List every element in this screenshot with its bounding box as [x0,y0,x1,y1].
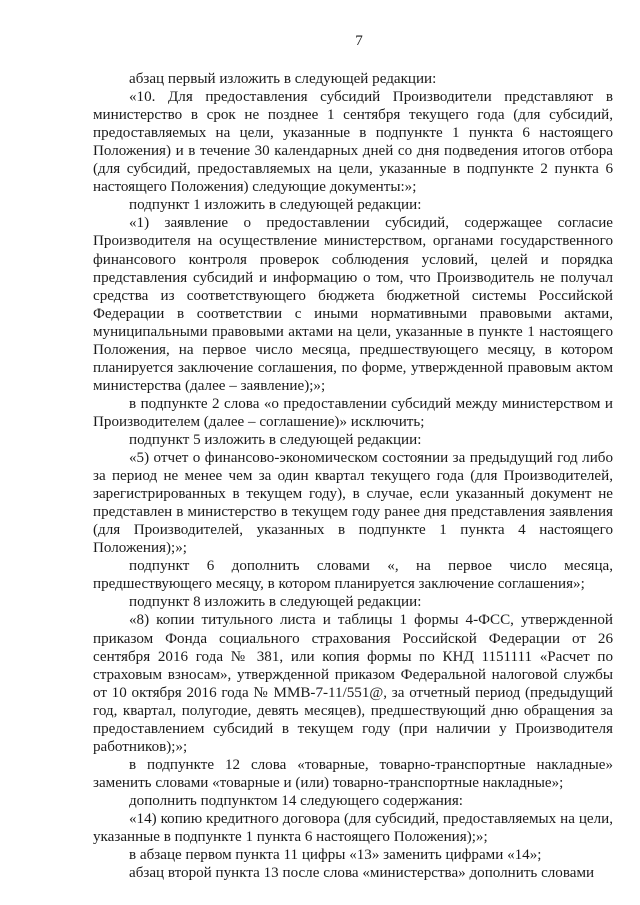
paragraph-13: «14) копию кредитного договора (для субсидий, предоставляемых на цели, указанные в подпункте 1 пункта 6 настоящего Положения);»; [93,810,613,846]
paragraph-12: дополнить подпунктом 14 следующего содержания: [129,792,463,809]
paragraph-4: «1) заявление о предоставлении субсидий, содержащее согласие Производителя на осуществление министерством, органами государственного финансового контроля проверок соблюдения условий, целей и порядка представления субсидий и информацию о том, что Производитель не получал средства из соответствующего бюджета бюджетной системы Российской Федерации в соответствии с иными нормативными правовыми актами, муниципальными правовыми актами на цели, указанные в пункте 1 настоящего Положения, на первое число месяца, предшествующего месяцу, в котором планируется заключение соглашения, по форме, утвержденной правовым актом министерства (далее – заявление);»; [93,215,613,394]
paragraph-9: подпункт 8 изложить в следующей редакции: [129,594,422,611]
paragraph-10: «8) копии титульного листа и таблицы 1 формы 4-ФСС, утвержденной приказом Фонда социального страхования Российской Федерации от 26 сентября 2016 года № 381, или копия формы по КНД 1151111 «Расчет по страховым взносам», утвержденной приказом Федеральной налоговой службы от 10 октября 2016 года № ММВ-7-11/551@, за отчетный период (предыдущий год, квартал, полугодие, девять месяцев), предшествующий дню обращения за предоставлением субсидий в текущем году (при наличии у Производителя работников);»; [93,612,613,755]
paragraph-5: в подпункте 2 слова «о предоставлении субсидий между министерством и Производителем (далее – соглашение)» исключить; [93,395,613,430]
paragraph-1: абзац первый изложить в следующей редакции: [129,71,437,88]
page-number: 7 [355,33,363,49]
paragraph-3: подпункт 1 изложить в следующей редакции: [129,197,422,214]
document-page [93,32,613,882]
paragraph-7: «5) отчет о финансово-экономическом состоянии за предыдущий год либо за период не менее чем за один квартал текущего года (для Производителей, зарегистрированных в текущем году), в случае, если указанный документ не представлен в министерство в текущем году ранее дня представления заявления (для Производителей, указанных в подпункте 1 пункта 4 настоящего Положения);»; [93,450,613,557]
paragraph-8: подпункт 6 дополнить словами «, на первое число месяца, предшествующего месяцу, в котором планируется заключение соглашения»; [93,558,613,593]
paragraph-6: подпункт 5 изложить в следующей редакции: [129,431,422,448]
paragraph-11: в подпункте 12 слова «товарные, товарно-транспортные накладные» заменить словами «товарные и (или) товарно-транспортные накладные»; [93,756,613,791]
paragraph-15: абзац второй пункта 13 после слова «министерства» дополнить словами [129,865,595,882]
paragraph-14: в абзаце первом пункта 11 цифры «13» заменить цифрами «14»; [129,847,542,864]
paragraph-2: «10. Для предоставления субсидий Производители представляют в министерство в срок не позднее 1 сентября текущего года (для субсидий, предоставляемых на цели, указанные в подпункте 1 пункта 6 настоящего Положения) и в течение 30 календарных дней со дня подведения итогов отбора (для субсидий, предоставляемых на цели, указанные в подпункте 2 пункта 6 настоящего Положения) следующие документы:»; [93,89,613,196]
